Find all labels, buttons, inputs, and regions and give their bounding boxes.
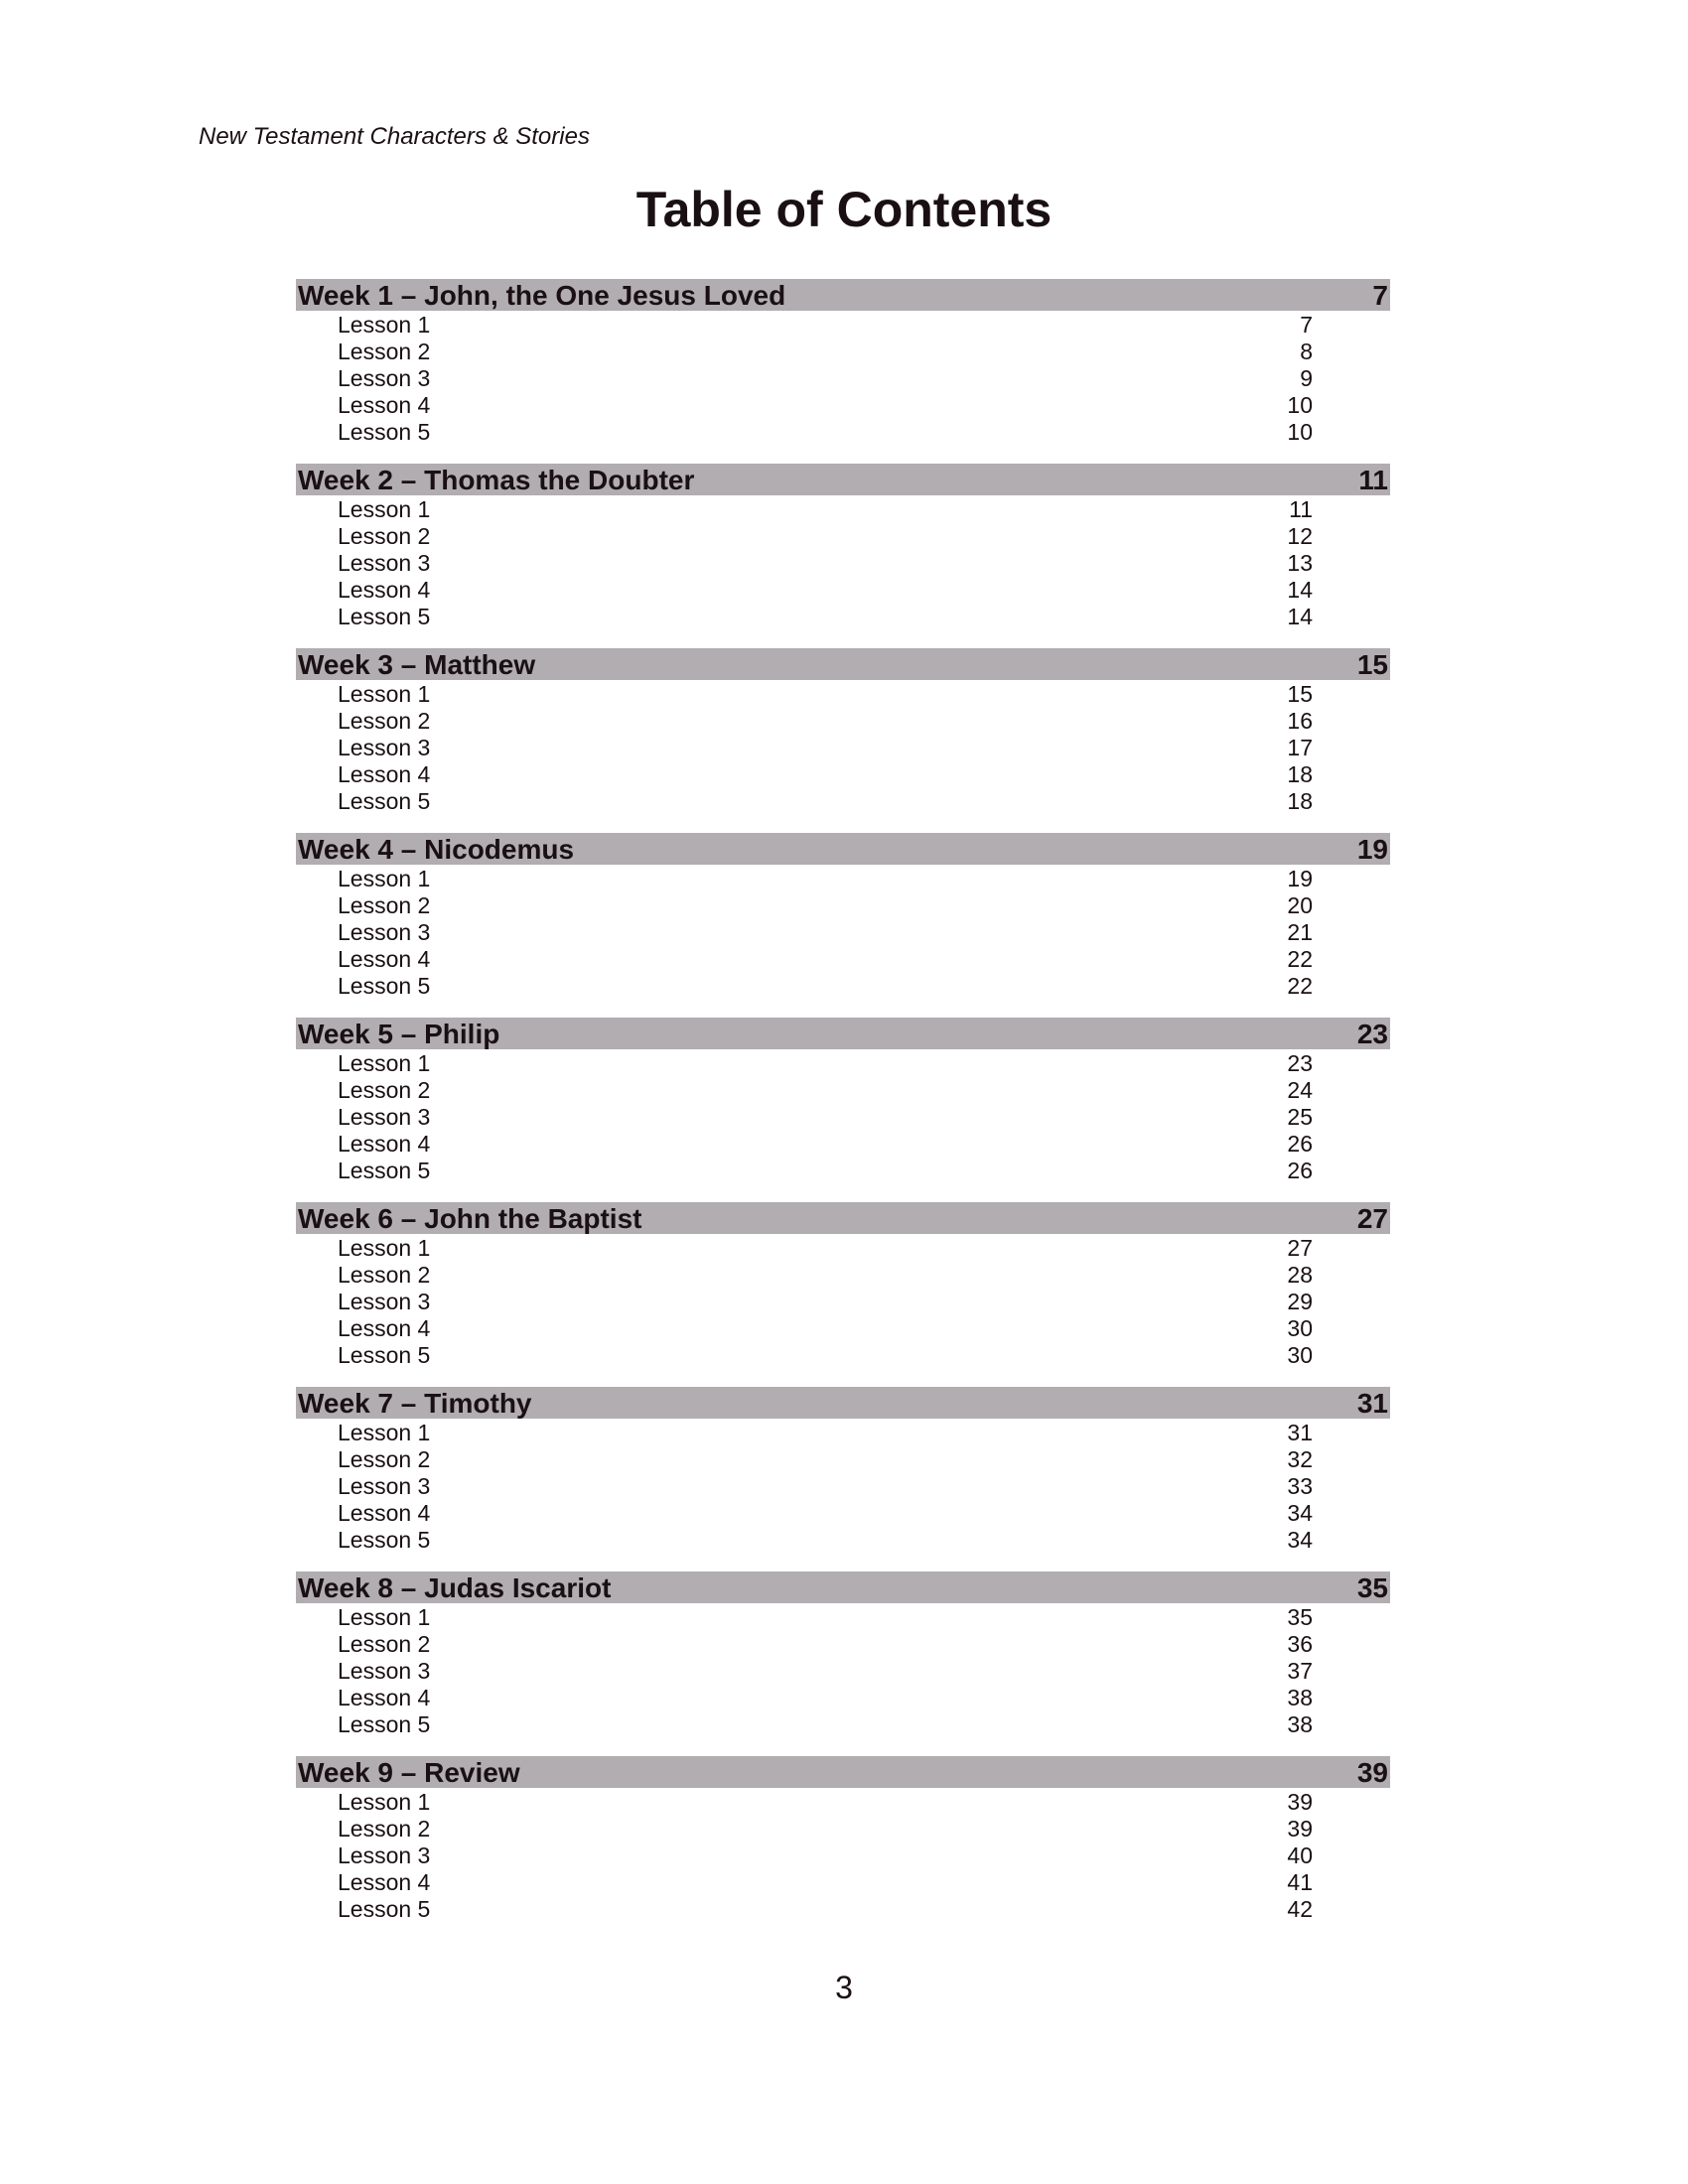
toc-lesson-entry[interactable] [296,1234,1390,1261]
week-title: Week 1 – John, the One Jesus Loved [298,280,786,311]
lesson-label: Lesson 2 [338,1631,431,1657]
toc-lesson-entry[interactable] [296,311,1390,338]
lesson-label: Lesson 1 [338,1420,431,1445]
lesson-label: Lesson 3 [338,550,431,576]
week-title: Week 4 – Nicodemus [298,834,575,865]
toc-lesson-entry[interactable] [296,1526,1390,1553]
running-header: New Testament Characters & Stories [199,123,590,150]
toc-week-section [296,648,1390,833]
week-page-number: 11 [1358,465,1388,495]
lesson-page-number: 19 [1287,866,1313,891]
toc-lesson-entry[interactable] [296,1445,1390,1472]
toc-lesson-entry[interactable] [296,1472,1390,1499]
lesson-page-number: 23 [1287,1050,1313,1076]
toc-week-section [296,833,1390,1018]
lesson-label: Lesson 1 [338,1604,431,1630]
toc-lesson-entry[interactable] [296,945,1390,972]
lesson-label: Lesson 1 [338,866,431,891]
toc-lesson-entry[interactable] [296,1157,1390,1183]
week-page-number: 7 [1372,280,1388,311]
week-title: Week 2 – Thomas the Doubter [298,465,695,495]
lesson-label: Lesson 4 [338,392,431,418]
page-number: 3 [835,1970,853,2005]
lesson-label: Lesson 4 [338,577,431,603]
lesson-label: Lesson 3 [338,1104,431,1130]
toc-lesson-entry[interactable] [296,1261,1390,1288]
lesson-page-number: 25 [1287,1104,1313,1130]
lesson-label: Lesson 4 [338,1685,431,1710]
toc-lesson-entry[interactable] [296,1657,1390,1684]
toc-week-heading[interactable] [296,1202,1390,1234]
lesson-page-number: 38 [1287,1685,1313,1710]
toc-week-heading[interactable] [296,464,1390,495]
toc-week-section [296,464,1390,648]
lesson-label: Lesson 3 [338,735,431,760]
lesson-page-number: 37 [1287,1658,1313,1684]
lesson-page-number: 26 [1287,1131,1313,1157]
toc-week-section [296,279,1390,464]
toc-lesson-entry[interactable] [296,1895,1390,1922]
lesson-page-number: 15 [1287,681,1313,707]
toc-lesson-entry[interactable] [296,1419,1390,1445]
lesson-page-number: 34 [1287,1500,1313,1526]
toc-lesson-entry[interactable] [296,1130,1390,1157]
toc-lesson-entry[interactable] [296,1788,1390,1815]
toc-week-section [296,1756,1390,1941]
week-page-number: 23 [1356,1019,1388,1049]
lesson-label: Lesson 2 [338,523,431,549]
lesson-label: Lesson 5 [338,1896,431,1922]
lesson-page-number: 10 [1287,392,1313,418]
lesson-page-number: 12 [1287,523,1313,549]
toc-lesson-entry[interactable] [296,1076,1390,1103]
toc-week-heading[interactable] [296,1756,1390,1788]
lesson-page-number: 39 [1287,1789,1313,1815]
lesson-label: Lesson 3 [338,1843,431,1868]
lesson-label: Lesson 5 [338,604,431,629]
toc-lesson-entry[interactable] [296,865,1390,891]
lesson-label: Lesson 4 [338,761,431,787]
lesson-page-number: 27 [1287,1235,1313,1261]
toc-lesson-entry[interactable] [296,1603,1390,1630]
toc-lesson-entry[interactable] [296,1341,1390,1368]
lesson-page-number: 17 [1287,735,1313,760]
toc-week-heading[interactable] [296,833,1390,865]
lesson-label: Lesson 3 [338,1658,431,1684]
toc-lesson-entry[interactable] [296,576,1390,603]
toc-week-section [296,1202,1390,1387]
toc-lesson-entry[interactable] [296,972,1390,999]
lesson-page-number: 14 [1287,577,1313,603]
lesson-page-number: 24 [1287,1077,1313,1103]
lesson-page-number: 29 [1287,1289,1313,1314]
week-title: Week 6 – John the Baptist [298,1203,642,1234]
lesson-label: Lesson 3 [338,1473,431,1499]
lesson-page-number: 42 [1287,1896,1313,1922]
lesson-page-number: 8 [1300,339,1313,364]
toc-lesson-entry[interactable] [296,391,1390,418]
week-page-number: 39 [1356,1757,1388,1788]
toc-lesson-entry[interactable] [296,418,1390,445]
lesson-label: Lesson 2 [338,708,431,734]
toc-lesson-entry[interactable] [296,1499,1390,1526]
lesson-page-number: 28 [1287,1262,1313,1288]
lesson-label: Lesson 2 [338,1077,431,1103]
toc-lesson-entry[interactable] [296,495,1390,522]
toc-lesson-entry[interactable] [296,1103,1390,1130]
toc-lesson-entry[interactable] [296,522,1390,549]
lesson-label: Lesson 2 [338,339,431,364]
lesson-page-number: 16 [1287,708,1313,734]
toc-lesson-entry[interactable] [296,760,1390,787]
lesson-label: Lesson 1 [338,312,431,338]
toc-week-section [296,1018,1390,1202]
toc-week-heading[interactable] [296,1387,1390,1419]
lesson-label: Lesson 1 [338,1050,431,1076]
lesson-label: Lesson 4 [338,1500,431,1526]
lesson-page-number: 36 [1287,1631,1313,1657]
lesson-label: Lesson 5 [338,419,431,445]
lesson-label: Lesson 2 [338,1262,431,1288]
lesson-label: Lesson 1 [338,496,431,522]
lesson-page-number: 9 [1300,365,1313,391]
week-title: Week 9 – Review [298,1757,520,1788]
toc-lesson-entry[interactable] [296,549,1390,576]
lesson-label: Lesson 5 [338,1158,431,1183]
lesson-label: Lesson 4 [338,1869,431,1895]
toc-lesson-entry[interactable] [296,1049,1390,1076]
week-page-number: 19 [1356,834,1388,865]
lesson-label: Lesson 4 [338,1131,431,1157]
toc-week-heading[interactable] [296,1018,1390,1049]
toc-lesson-entry[interactable] [296,1868,1390,1895]
lesson-page-number: 33 [1287,1473,1313,1499]
lesson-label: Lesson 3 [338,365,431,391]
toc-lesson-entry[interactable] [296,1815,1390,1842]
lesson-page-number: 18 [1287,788,1313,814]
lesson-label: Lesson 2 [338,1816,431,1842]
toc-lesson-entry[interactable] [296,1630,1390,1657]
lesson-label: Lesson 5 [338,1711,431,1737]
toc-lesson-entry[interactable] [296,734,1390,760]
toc-lesson-entry[interactable] [296,680,1390,707]
toc-week-heading[interactable] [296,279,1390,311]
toc-lesson-entry[interactable] [296,364,1390,391]
toc-lesson-entry[interactable] [296,707,1390,734]
toc-week-heading[interactable] [296,1571,1390,1603]
lesson-page-number: 22 [1287,946,1313,972]
week-page-number: 31 [1356,1388,1388,1419]
lesson-page-number: 39 [1287,1816,1313,1842]
lesson-label: Lesson 3 [338,919,431,945]
toc-week-heading[interactable] [296,648,1390,680]
lesson-page-number: 21 [1287,919,1313,945]
lesson-page-number: 30 [1287,1342,1313,1368]
week-title: Week 3 – Matthew [298,649,536,680]
toc-lesson-entry[interactable] [296,1710,1390,1737]
week-page-number: 35 [1356,1572,1388,1603]
lesson-label: Lesson 4 [338,946,431,972]
week-title: Week 5 – Philip [298,1019,500,1049]
lesson-page-number: 10 [1287,419,1313,445]
lesson-page-number: 13 [1287,550,1313,576]
table-of-contents [296,279,1390,1941]
lesson-label: Lesson 5 [338,973,431,999]
lesson-page-number: 18 [1287,761,1313,787]
lesson-label: Lesson 1 [338,1789,431,1815]
lesson-page-number: 41 [1287,1869,1313,1895]
lesson-label: Lesson 1 [338,681,431,707]
week-title: Week 8 – Judas Iscariot [298,1572,612,1603]
lesson-page-number: 34 [1287,1527,1313,1553]
lesson-page-number: 35 [1287,1604,1313,1630]
lesson-label: Lesson 4 [338,1315,431,1341]
lesson-page-number: 7 [1300,312,1313,338]
toc-lesson-entry[interactable] [296,1314,1390,1341]
lesson-label: Lesson 1 [338,1235,431,1261]
toc-lesson-entry[interactable] [296,1288,1390,1314]
week-page-number: 27 [1356,1203,1388,1234]
week-page-number: 15 [1356,649,1388,680]
lesson-page-number: 20 [1287,892,1313,918]
lesson-page-number: 31 [1287,1420,1313,1445]
toc-week-section [296,1571,1390,1756]
toc-lesson-entry[interactable] [296,918,1390,945]
lesson-label: Lesson 2 [338,1446,431,1472]
toc-lesson-entry[interactable] [296,787,1390,814]
page-title: Table of Contents [635,182,1053,237]
lesson-label: Lesson 5 [338,788,431,814]
lesson-page-number: 32 [1287,1446,1313,1472]
toc-week-section [296,1387,1390,1571]
lesson-page-number: 38 [1287,1711,1313,1737]
toc-lesson-entry[interactable] [296,1684,1390,1710]
lesson-label: Lesson 5 [338,1527,431,1553]
week-title: Week 7 – Timothy [298,1388,532,1419]
lesson-page-number: 22 [1287,973,1313,999]
lesson-page-number: 30 [1287,1315,1313,1341]
toc-lesson-entry[interactable] [296,1842,1390,1868]
lesson-page-number: 14 [1287,604,1313,629]
toc-lesson-entry[interactable] [296,338,1390,364]
lesson-page-number: 26 [1287,1158,1313,1183]
lesson-label: Lesson 5 [338,1342,431,1368]
lesson-page-number: 40 [1287,1843,1313,1868]
lesson-label: Lesson 2 [338,892,431,918]
toc-lesson-entry[interactable] [296,603,1390,629]
toc-lesson-entry[interactable] [296,891,1390,918]
lesson-page-number: 11 [1289,496,1313,522]
lesson-label: Lesson 3 [338,1289,431,1314]
